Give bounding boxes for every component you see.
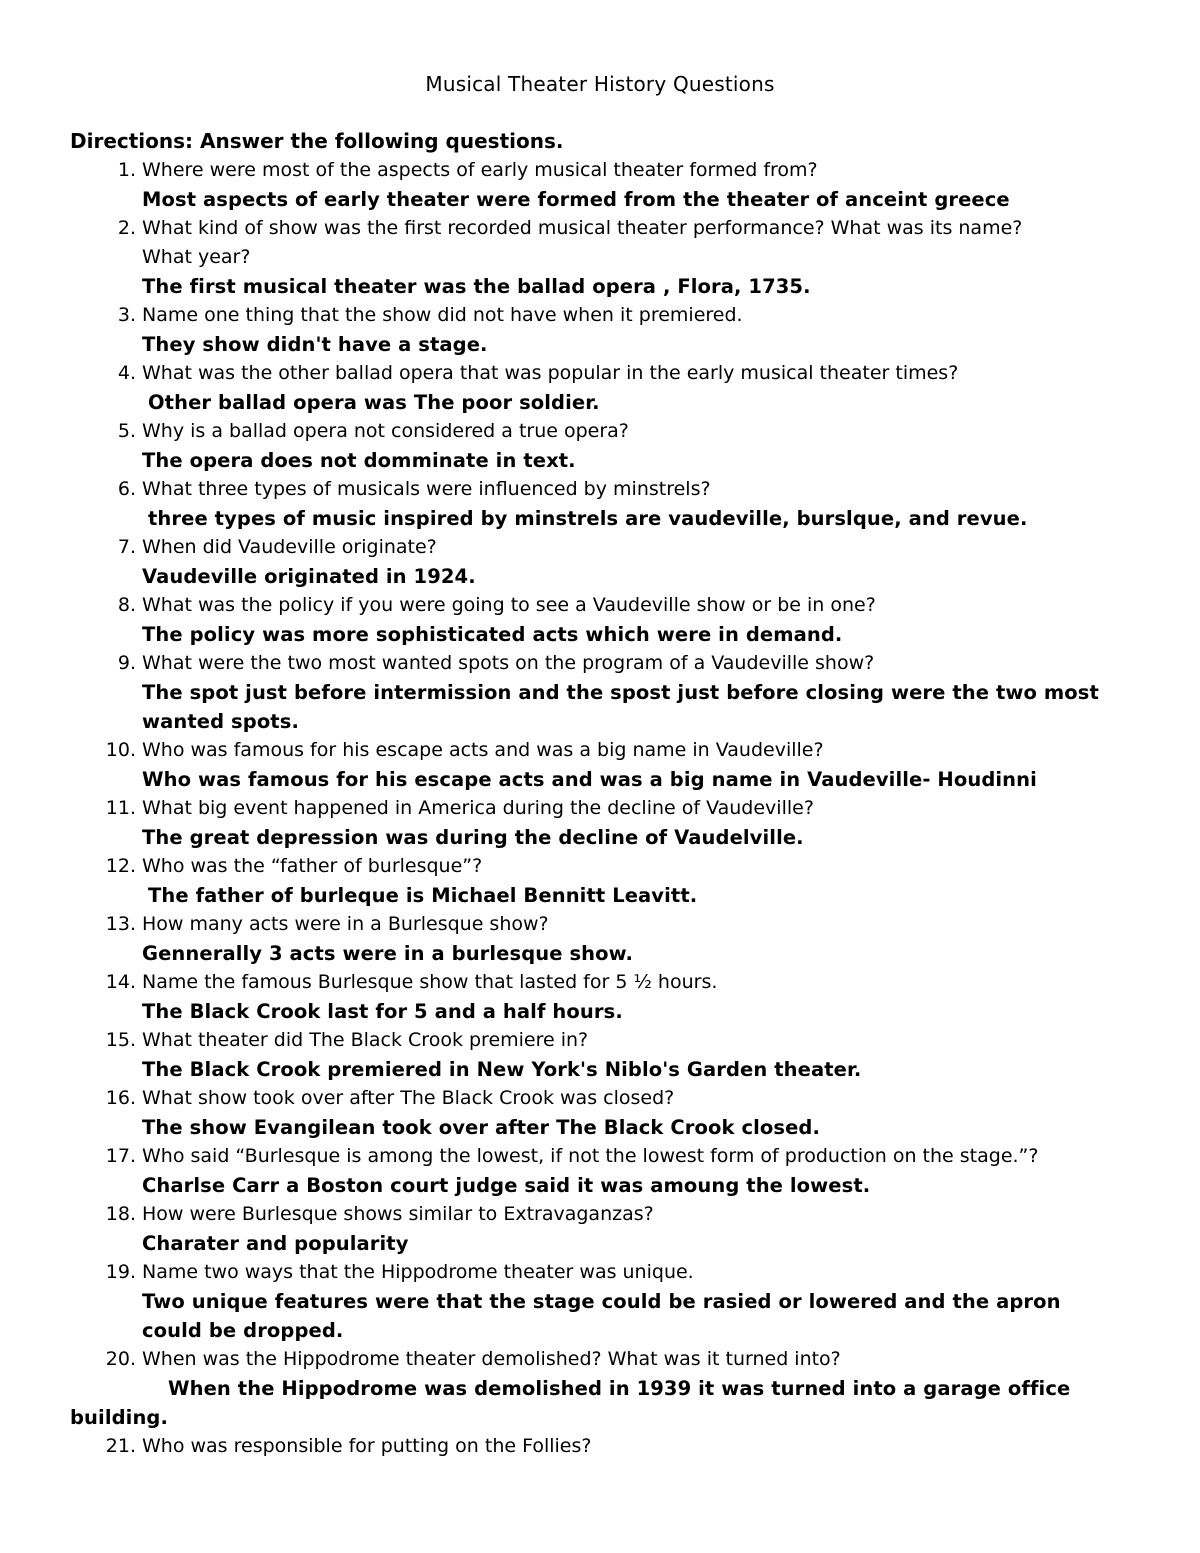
question-text: What theater did The Black Crook premiere in? — [142, 1029, 589, 1051]
answer-text: The Black Crook last for 5 and a half hours. — [142, 1000, 623, 1023]
question-text: Name the famous Burlesque show that lasted for 5 ½ hours. — [142, 971, 718, 993]
question-text: How many acts were in a Burlesque show? — [142, 913, 549, 935]
question-text: What show took over after The Black Crook was closed? — [142, 1087, 675, 1109]
question-text: What kind of show was the first recorded musical theater performance? What was its name? What year? — [142, 217, 1023, 268]
list-item — [0, 1142, 1200, 1200]
item-number: 13. — [105, 913, 136, 935]
item-number: 18. — [105, 1203, 136, 1225]
list-item — [0, 417, 1200, 475]
item-number: 8. — [117, 594, 136, 616]
answer-text: The first musical theater was the ballad opera , Flora, 1735. — [142, 275, 811, 298]
list-item — [0, 1345, 1200, 1432]
answer-text: three types of music inspired by minstrels are vaudeville, burslque, and revue. — [148, 507, 1028, 530]
item-number: 14. — [105, 971, 136, 993]
list-item — [0, 1432, 1200, 1461]
question-text: Who was famous for his escape acts and was a big name in Vaudeville? — [142, 739, 824, 761]
list-item — [0, 910, 1200, 968]
answer-text: The great depression was during the decline of Vaudelville. — [142, 826, 804, 849]
question-text: Why is a ballad opera not considered a true opera? — [142, 420, 629, 442]
answer-text: They show didn't have a stage. — [142, 333, 488, 356]
answer-text: The policy was more sophisticated acts which were in demand. — [142, 623, 843, 646]
question-text: What was the policy if you were going to see a Vaudeville show or be in one? — [142, 594, 876, 616]
answer-text: The Black Crook premiered in New York's Niblo's Garden theater. — [142, 1058, 862, 1081]
question-list — [0, 156, 1200, 1461]
item-number: 1. — [117, 159, 136, 181]
list-item — [0, 649, 1200, 736]
answer-text: Vaudeville originated in 1924. — [142, 565, 476, 588]
list-item — [0, 736, 1200, 794]
answer-text: When the Hippodrome was demolished in 1939 it was turned into a garage office building. — [70, 1377, 1071, 1429]
item-number: 16. — [105, 1087, 136, 1109]
list-item — [0, 359, 1200, 417]
answer-text: Charater and popularity — [142, 1232, 409, 1255]
item-number: 20. — [105, 1348, 136, 1370]
item-number: 17. — [105, 1145, 136, 1167]
question-text: Where were most of the aspects of early musical theater formed from? — [142, 159, 818, 181]
question-text: Name two ways that the Hippodrome theater was unique. — [142, 1261, 694, 1283]
question-text: What three types of musicals were influenced by minstrels? — [142, 478, 711, 500]
item-number: 6. — [117, 478, 136, 500]
list-item — [0, 968, 1200, 1026]
directions-text: Directions: Answer the following questions. — [70, 129, 564, 153]
answer-text: Most aspects of early theater were formed from the theater of anceint greece — [142, 188, 1010, 211]
question-text: Who was responsible for putting on the Follies? — [142, 1435, 592, 1457]
answer-text: Other ballad opera was The poor soldier. — [148, 391, 600, 414]
item-number: 11. — [105, 797, 136, 819]
list-item — [0, 794, 1200, 852]
item-number: 9. — [117, 652, 136, 674]
answer-text: Two unique features were that the stage could be rasied or lowered and the apron could be dropped. — [142, 1290, 1061, 1342]
answer-text: The spot just before intermission and the spost just before closing were the two most wanted spots. — [142, 681, 1099, 733]
list-item — [0, 301, 1200, 359]
question-text: What was the other ballad opera that was popular in the early musical theater times? — [142, 362, 959, 384]
item-number: 3. — [117, 304, 136, 326]
item-number: 19. — [105, 1261, 136, 1283]
answer-text: The show Evangilean took over after The Black Crook closed. — [142, 1116, 820, 1139]
list-item — [0, 533, 1200, 591]
list-item — [0, 1200, 1200, 1258]
item-number: 10. — [105, 739, 136, 761]
question-text: What big event happened in America during the decline of Vaudeville? — [142, 797, 814, 819]
item-number: 15. — [105, 1029, 136, 1051]
item-number: 4. — [117, 362, 136, 384]
answer-text: The opera does not domminate in text. — [142, 449, 576, 472]
list-item — [0, 1084, 1200, 1142]
question-text: When was the Hippodrome theater demolished? What was it turned into? — [142, 1348, 841, 1370]
question-text: Who said “Burlesque is among the lowest, if not the lowest form of production on the stage.”? — [142, 1145, 1039, 1167]
item-number: 21. — [105, 1435, 136, 1457]
answer-text: Gennerally 3 acts were in a burlesque show. — [142, 942, 634, 965]
question-text: Who was the “father of burlesque”? — [142, 855, 483, 877]
list-item — [0, 214, 1200, 301]
list-item — [0, 1026, 1200, 1084]
question-text: When did Vaudeville originate? — [142, 536, 437, 558]
question-text: Name one thing that the show did not have when it premiered. — [142, 304, 743, 326]
question-text: How were Burlesque shows similar to Extravaganzas? — [142, 1203, 654, 1225]
list-item — [0, 475, 1200, 533]
list-item — [0, 852, 1200, 910]
item-number: 12. — [105, 855, 136, 877]
answer-text: Charlse Carr a Boston court judge said it was amoung the lowest. — [142, 1174, 871, 1197]
answer-text: The father of burleque is Michael Bennitt Leavitt. — [148, 884, 698, 907]
list-item — [0, 591, 1200, 649]
page-title: Musical Theater History Questions — [425, 72, 775, 96]
list-item — [0, 1258, 1200, 1345]
item-number: 7. — [117, 536, 136, 558]
item-number: 5. — [117, 420, 136, 442]
item-number: 2. — [117, 217, 136, 239]
list-item — [0, 156, 1200, 214]
question-text: What were the two most wanted spots on the program of a Vaudeville show? — [142, 652, 875, 674]
answer-text: Who was famous for his escape acts and was a big name in Vaudeville- Houdinni — [142, 768, 1037, 791]
